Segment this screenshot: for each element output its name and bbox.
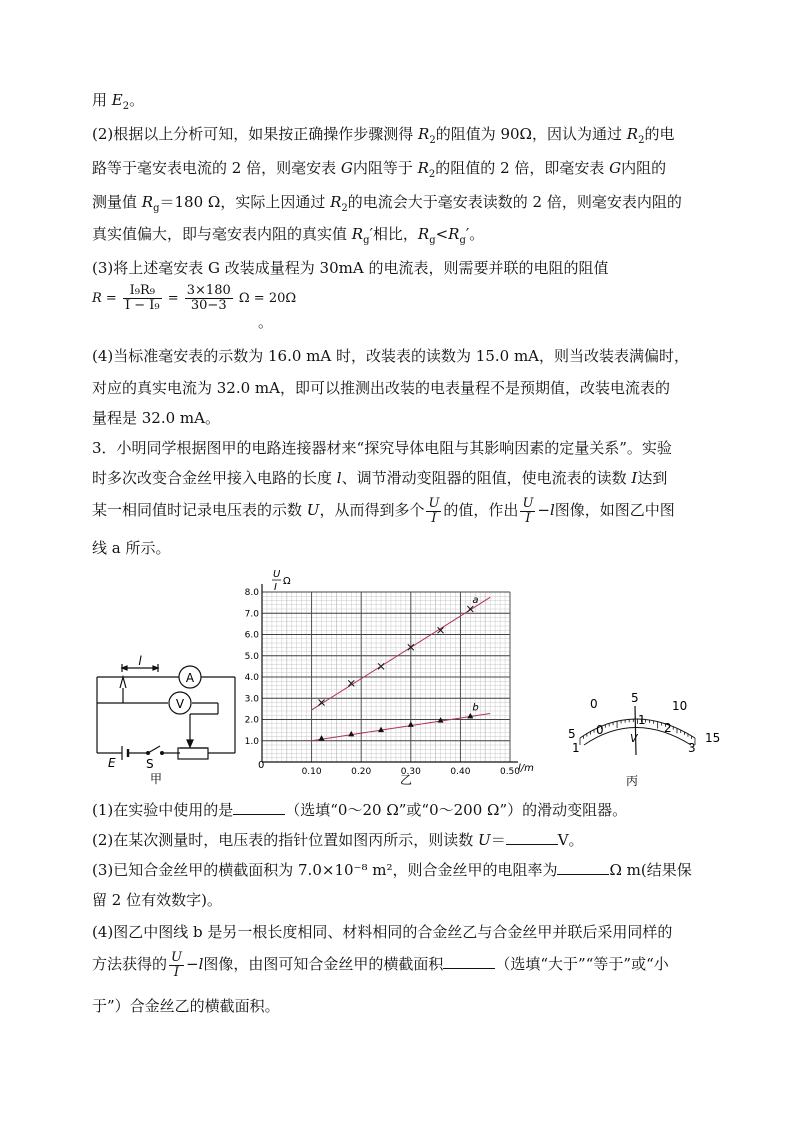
- y-tick-label: 1.0: [244, 736, 259, 747]
- formula-end: 。: [258, 313, 274, 331]
- axes: [262, 584, 518, 762]
- graph-caption: 乙: [400, 773, 413, 787]
- dial-unit: V: [630, 732, 638, 745]
- x-tick-label: 0.10: [301, 767, 322, 777]
- line-11: 3．小明同学根据图甲的电路连接器材来“探究导体电阻与其影响因素的定量关系”。实验: [92, 439, 672, 457]
- y-tick-label: 2.0: [244, 715, 259, 726]
- dial-caption: 丙: [626, 774, 639, 788]
- y-tick-label: 4.0: [244, 673, 259, 683]
- battery-label: E: [108, 756, 116, 770]
- dial-outer-label: 5: [631, 691, 639, 705]
- y-label-numerator: U: [273, 569, 281, 580]
- line-2: (2)根据以上分析可知，如果按正确操作步骤测得 $R_2$的阻值为 90Ω，因认为通过 $R_2$的电: [92, 125, 675, 146]
- line-13: 某一相同值时记录电压表的示数 U，从而得到多个 $\frac{U}{I}$ 的值，作出 $\frac{U}{I}$ −l图像，如图乙中图: [92, 495, 675, 526]
- formula-fraction-1: $\frac{\text{I₉R₉}}{\text{I − I₉}}$: [124, 283, 160, 313]
- dial-outer-label: 15: [705, 731, 721, 745]
- answer-blank-4[interactable]: [443, 954, 495, 969]
- switch-label: S: [146, 757, 154, 771]
- graph-u-over-i-vs-l: [244, 562, 550, 787]
- formula-shunt: R = $\frac{\text{I₉R₉}}{\text{I − I₉}}$ = $\frac{3\times 180}{30-3}$ Ω = 20Ω: [92, 283, 297, 313]
- data-point-b: [319, 735, 325, 741]
- dial-outer-label: 10: [672, 699, 688, 713]
- line-4: 测量值 $R_g=180$ Ω，实际上因通过 $R_2$的电流会大于毫安表读数的 2 倍，则毫安表内阻的: [92, 193, 682, 214]
- circuit-caption: 甲: [150, 772, 163, 786]
- question-4-end: 于”）合金丝乙的横截面积。: [92, 997, 280, 1015]
- question-4-cont: 方法获得的 $\frac{U}{I}$ −l图像，由图可知合金丝甲的横截面积 （选填“大于”“等于”或“小: [92, 949, 669, 980]
- line-9: 对应的真实电流为 32.0 mA，即可以推测出改装的电表量程不是预期值，改装电流表的: [92, 379, 670, 397]
- y-tick-label: 3.0: [244, 694, 259, 705]
- x-tick-label: 0.30: [400, 767, 421, 777]
- answer-blank-2[interactable]: [506, 830, 558, 845]
- y-tick-label: 6.0: [244, 630, 259, 641]
- formula-fraction-2: $\frac{3\times 180}{30-3}$: [186, 283, 231, 313]
- line-10: 量程是 32.0 mA。: [92, 409, 220, 427]
- voltmeter-label: V: [175, 697, 185, 711]
- dial-needle: [635, 706, 636, 755]
- data-point-b: [408, 721, 414, 727]
- y-tick-label: 8.0: [244, 588, 259, 598]
- fraction-U-over-I: $\frac{U}{I}$: [428, 495, 440, 526]
- dial-inner-label: 1: [572, 741, 580, 755]
- x-tick-label: 0.40: [450, 767, 471, 777]
- fraction-U-over-I: $\frac{U}{I}$: [171, 949, 182, 980]
- y-label-unit: Ω: [283, 576, 291, 587]
- dial-inner-label: 0: [596, 723, 604, 737]
- question-3-cont: 留 2 位有效数字)。: [92, 891, 222, 909]
- x-tick-label: 0.50: [499, 767, 521, 777]
- data-point-b: [467, 713, 473, 719]
- circuit-diagram: [90, 650, 250, 785]
- line-1: 用 $E_2$。: [92, 91, 145, 112]
- line-5: 真实值偏大，即与毫安表内阻的真实值 $R_g'$相比，$R_g<R_g'$。: [92, 225, 485, 246]
- dial-outer-label: 5: [568, 727, 576, 741]
- question-1: (1)在实验中使用的是 （选填“0～20 Ω”或“0～200 Ω”）的滑动变阻器。: [92, 801, 628, 819]
- question-4: (4)图乙中图线 b 是另一根长度相同、材料相同的合金丝乙与合金丝甲并联后采用同样的: [92, 923, 673, 941]
- y-tick-label: 5.0: [244, 651, 259, 662]
- dial-outer-label: 0: [590, 697, 598, 711]
- series-label-b: b: [472, 702, 479, 714]
- line-12: 时多次改变合金丝甲接入电路的长度 l、调节滑动变阻器的阻值，使电流表的读数 I达到: [92, 469, 668, 487]
- data-point-b: [348, 731, 354, 737]
- series-label-a: a: [472, 595, 479, 606]
- y-label-denominator: I: [274, 582, 277, 593]
- dial-inner-label: 1: [638, 713, 646, 727]
- line-14: 线 a 所示。: [92, 539, 171, 557]
- line-6: (3)将上述毫安表 G 改装成量程为 30mA 的电流表，则需要并联的电阻的阻值: [92, 259, 609, 277]
- origin-label: 0: [258, 760, 265, 771]
- dial-inner-label: 3: [688, 741, 696, 755]
- x-tick-label: 0.20: [351, 767, 372, 777]
- axis-labels: [245, 588, 521, 777]
- question-2: (2)在某次测量时，电压表的指针位置如图丙所示，则读数 U＝ V。: [92, 831, 584, 849]
- fraction-U-over-I: $\frac{U}{I}$: [522, 495, 534, 526]
- x-label: l/m: [518, 763, 534, 774]
- answer-blank-1[interactable]: [233, 800, 285, 815]
- voltmeter-dial: [560, 690, 730, 790]
- dial-inner-label: 2: [664, 721, 672, 735]
- question-3: (3)已知合金丝甲的横截面积为 7.0×10⁻⁸ m²，则合金丝甲的电阻率为 Ω m(结果保: [92, 861, 692, 879]
- length-label: l: [138, 654, 142, 668]
- answer-blank-3[interactable]: [557, 860, 609, 875]
- y-tick-label: 7.0: [244, 609, 259, 620]
- line-8: (4)当标准毫安表的示数为 16.0 mA 时，改装表的读数为 15.0 mA，则当改装表满偏时，: [92, 347, 690, 365]
- line-3: 路等于毫安表电流的 2 倍，则毫安表 G内阻等于 $R_2$的阻值的 2 倍，即毫安表 G内阻的: [92, 159, 667, 180]
- ammeter-label: A: [185, 671, 195, 685]
